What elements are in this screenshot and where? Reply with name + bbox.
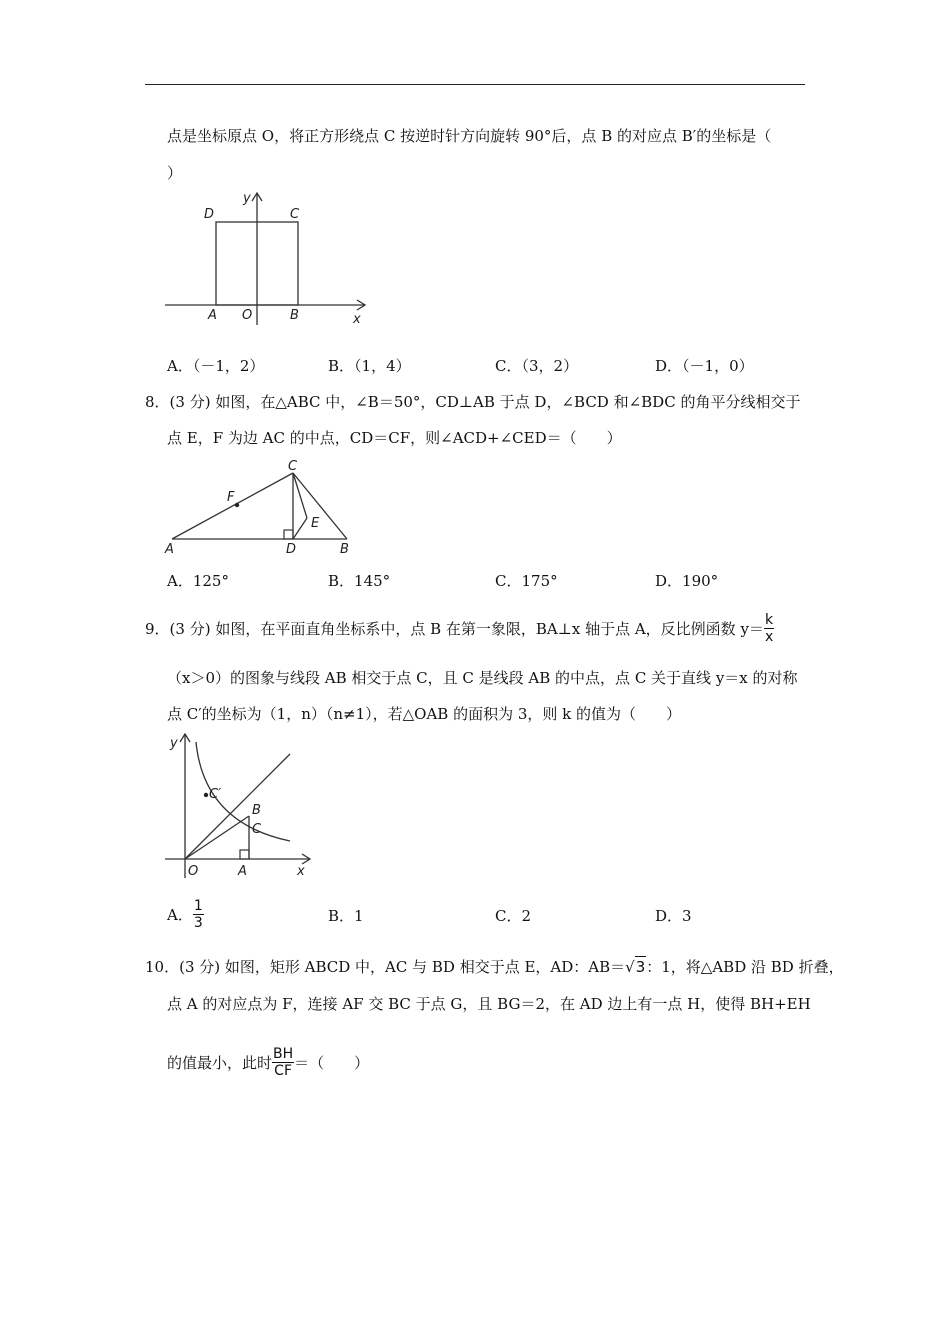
label-A: A	[165, 542, 174, 557]
q9-line2: （x＞0）的图象与线段 AB 相交于点 C，且 C 是线段 AB 的中点，点 C 关于直线 y＝x 的对称	[167, 669, 798, 687]
q8-option-a: A．125°	[167, 572, 229, 590]
label-C-prime: C′	[209, 787, 222, 802]
q7-option-a: A．（－1，2）	[167, 357, 265, 375]
q8-option-c: C．175°	[495, 572, 558, 590]
label-B: B	[340, 542, 349, 557]
q9-option-c: C．2	[495, 907, 532, 925]
label-y: y	[243, 191, 251, 206]
q10-line3-text-a: 的值最小，此时	[167, 1053, 273, 1072]
label-E: E	[311, 516, 320, 531]
header-rule	[145, 84, 805, 85]
q10-line2: 点 A 的对应点为 F，连接 AF 交 BC 于点 G，且 BG＝2，在 AD 边上有一点 H，使得 BH+EH	[167, 995, 811, 1013]
label-D: D	[286, 542, 297, 557]
q9-fraction-k-over-x	[764, 612, 774, 645]
label-y: y	[170, 736, 178, 751]
q8-line2: 点 E，F 为边 AC 的中点，CD＝CF，则∠ACD+∠CED＝（ ）	[167, 429, 622, 447]
q7-line2: ）	[167, 164, 183, 182]
q7-figure-square	[160, 185, 375, 330]
q7-option-c: C．（3，2）	[495, 357, 579, 375]
q9-option-a	[167, 898, 204, 931]
q9-option-a-prefix: A．	[167, 906, 193, 924]
q10-line1	[145, 956, 844, 977]
q9-figure-coordinate-plane	[160, 728, 320, 883]
q9-option-b: B．1	[328, 907, 364, 925]
label-C: C	[290, 207, 300, 222]
q7-option-b: B．（1，4）	[328, 357, 411, 375]
q9-optA-num: 1	[193, 898, 203, 914]
q10-frac-den: CF	[274, 1063, 292, 1079]
q10-fraction-bh-over-cf	[272, 1046, 294, 1079]
q9-line3: 点 C′的坐标为（1，n）（n≠1），若△OAB 的面积为 3，则 k 的值为（ ）	[167, 705, 682, 723]
q10-line3	[167, 1046, 369, 1079]
label-B: B	[290, 308, 299, 323]
q10-line1-text-a: 10．(3 分) 如图，矩形 ABCD 中，AC 与 BD 相交于点 E，AD：AB＝	[145, 957, 626, 976]
label-O: O	[242, 308, 253, 323]
sqrt-symbol-icon: √	[625, 957, 635, 976]
q8-figure-triangle	[160, 455, 360, 560]
label-C: C	[252, 822, 262, 837]
label-F: F	[227, 490, 235, 505]
label-x: x	[297, 864, 305, 879]
q9-optA-den: 3	[193, 915, 203, 931]
q9-option-d: D．3	[655, 907, 692, 925]
label-C: C	[288, 459, 298, 474]
q8-line1: 8．(3 分) 如图，在△ABC 中，∠B＝50°，CD⊥AB 于点 D，∠BCD 和∠BDC 的角平分线相交于	[145, 393, 801, 411]
q8-option-b: B．145°	[328, 572, 391, 590]
label-x: x	[353, 312, 361, 327]
q9-frac-num: k	[765, 612, 774, 628]
q10-line3-text-b: ＝（ ）	[294, 1053, 370, 1072]
label-A: A	[208, 308, 217, 323]
q10-sqrt-value: 3	[635, 958, 646, 976]
label-D: D	[204, 207, 215, 222]
q8-option-d: D．190°	[655, 572, 719, 590]
q9-line1-text: 9．(3 分) 如图，在平面直角坐标系中，点 B 在第一象限，BA⊥x 轴于点 A，反比例函数 y＝	[145, 619, 764, 638]
q10-frac-num: BH	[273, 1046, 294, 1062]
q9-option-a-fraction	[193, 898, 204, 931]
label-O: O	[188, 864, 199, 879]
label-B: B	[252, 803, 261, 818]
q9-frac-den: x	[764, 629, 774, 645]
q7-line1: 点是坐标原点 O，将正方形绕点 C 按逆时针方向旋转 90°后，点 B 的对应点 B′的坐标是（	[167, 127, 772, 145]
q7-option-d: D．（－1，0）	[655, 357, 754, 375]
label-A: A	[238, 864, 247, 879]
q9-line1	[145, 612, 774, 645]
q10-line1-text-b: ：1，将△ABD 沿 BD 折叠，	[646, 957, 844, 976]
